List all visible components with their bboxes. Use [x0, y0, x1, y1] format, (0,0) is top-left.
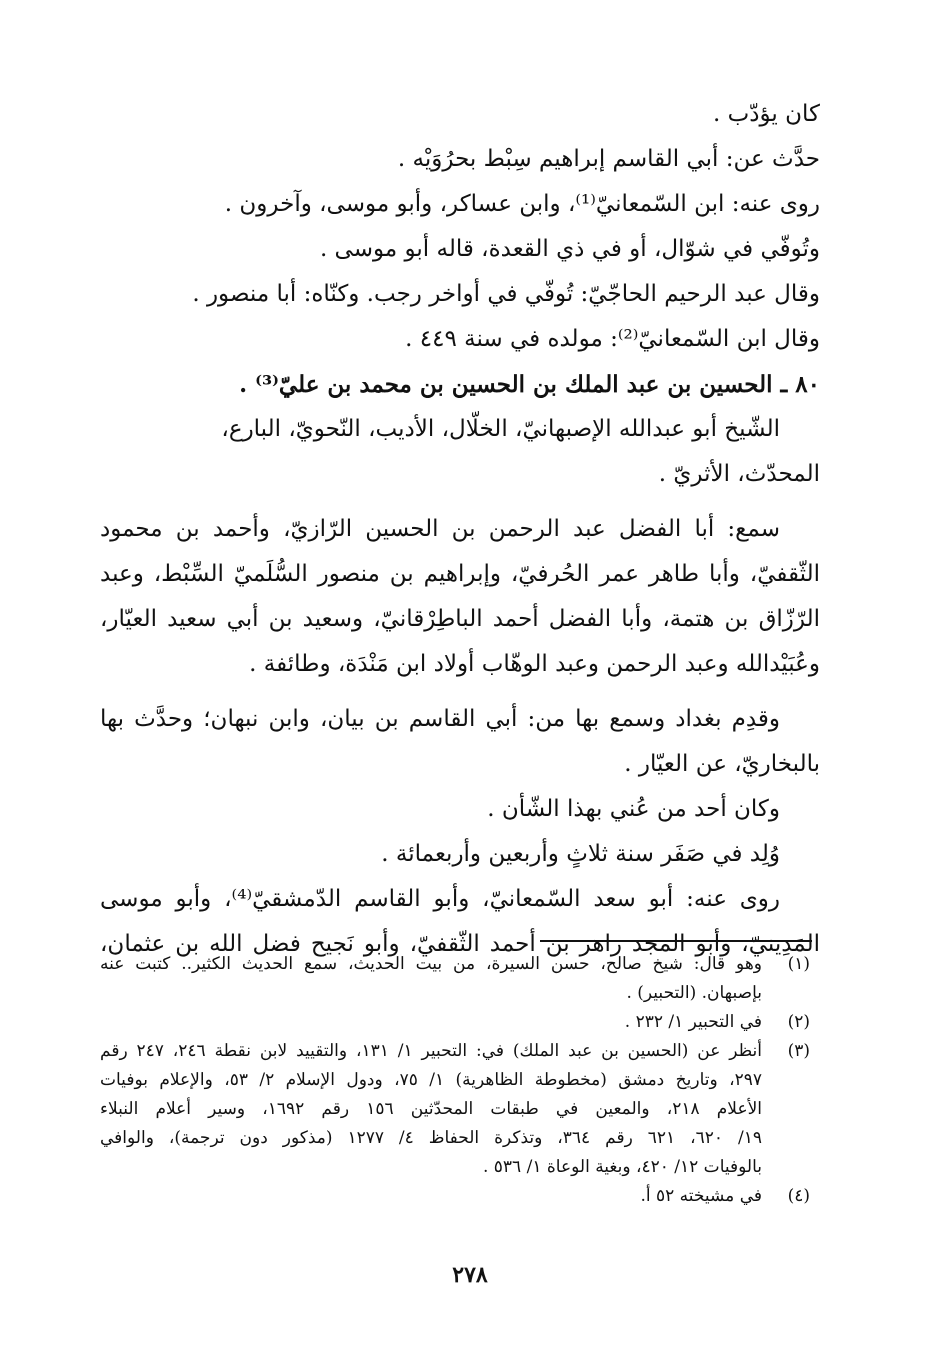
text-line: وُلِد في صَفَر سنة ثلاثٍ وأربعين وأربعمائة . [381, 841, 780, 867]
footnote-number: (٢) [787, 1012, 810, 1032]
paragraph-gap [100, 687, 820, 697]
entry-heading: ٨٠ ـ الحسين بن عبد الملك بن الحسين بن محمد بن عليّ⁽³⁾ . [239, 371, 820, 398]
text-line: المَدِينيّ، وأبو المجد زاهر بن أحمد الثّقفيّ، وأبو نَجيح فضل الله بن عثمان، [100, 931, 820, 957]
footnote-2 [100, 1008, 810, 1037]
text-line: بالبخاريّ، عن العيّار . [624, 751, 820, 777]
text-line: الشّيخ أبو عبدالله الإصبهانيّ، الخلّال، الأديب، النّحويّ، البارع، [221, 416, 780, 442]
footnote-body [100, 950, 762, 1008]
text-line: المحدّث، الأثريّ . [658, 461, 820, 487]
footnote-line: أنظر عن (الحسين بن عبد الملك) في: التحبير ١/ ١٣١، والتقييد لابن نقطة ٢٤٦، ٢٤٧ رقم [100, 1041, 763, 1061]
footnotes [100, 950, 810, 1211]
text-line: وقال عبد الرحيم الحاجّيّ: تُوفّي في أواخر رجب. وكنّاه: أبا منصور . [192, 281, 820, 307]
footnote-body [100, 1182, 762, 1211]
text-line: روى عنه: ابن السّمعانيّ⁽¹⁾، وابن عساكر، وأبو موسى، وآخرون . [224, 191, 820, 217]
text-line: وعُبَيْدالله وعبد الرحمن وعبد الوهّاب أولاد ابن مَنْدَة، وطائفة . [249, 651, 820, 677]
footnote-body [100, 1008, 762, 1037]
text-line: روى عنه: أبو سعد السّمعانيّ، وأبو القاسم الدّمشقيّ⁽⁴⁾، وأبو موسى [100, 886, 780, 912]
footnote-3 [100, 1037, 810, 1182]
footnote-number: (١) [787, 954, 810, 974]
footnote-number: (٣) [787, 1041, 810, 1061]
paragraph-gap [100, 497, 820, 507]
footnote-line: وهو قال: شيخ صالح، حسن السيرة، من بيت الحديث، سمع الحديث الكثير.. كتبت عنه [100, 954, 762, 974]
text-line: حدَّث عن: أبي القاسم إبراهيم سِبْط بحرُوَيْه . [397, 146, 820, 172]
text-line: الرّزّاق بن هتمة، وأبا الفضل أحمد الباطِرْقانيّ، وسعيد بن أبي سعيد العيّار، [100, 606, 820, 632]
footnote-line: بالوفيات ١٢/ ٤٢٠، وبغية الوعاة ١/ ٥٣٦ . [482, 1157, 762, 1177]
text-line: سمع: أبا الفضل عبد الرحمن بن الحسين الرّازيّ، وأحمد بن محمود [100, 516, 780, 542]
page-number: ٢٧٨ [452, 1262, 488, 1288]
text-line: وكان أحد من عُني بهذا الشّأن . [487, 796, 780, 822]
main-text [100, 92, 820, 967]
footnote-number: (٤) [787, 1186, 810, 1206]
footnote-line: بإصبهان. (التحبير) . [626, 983, 762, 1003]
text-line: وقدِم بغداد وسمع بها من: أبي القاسم بن بيان، وابن نبهان؛ وحدَّث بها [100, 706, 780, 732]
footnote-line: في مشيخته ٥٢ أ. [640, 1186, 762, 1206]
footnote-divider [540, 940, 812, 942]
footnote-line: ١٩/ ٦٢٠، ٦٢١ رقم ٣٦٤، وتذكرة الحفاظ ٤/ ١٢٧٧ (مذكور دون ترجمة)، والوافي [100, 1128, 762, 1148]
footnote-line: الأعلام ٢١٨، والمعين في طبقات المحدّثين ١٥٦ رقم ١٦٩٢، وسير أعلام النبلاء [100, 1099, 763, 1119]
text-line: وقال ابن السّمعانيّ⁽²⁾: مولده في سنة ٤٤٩ . [405, 326, 820, 352]
text-line: الثّقفيّ، وأبا طاهر عمر الحُرفيّ، وإبراهيم بن منصور السُّلَميّ السِّبْط، وعبد [100, 561, 820, 587]
text-line: كان يؤدّب . [713, 101, 820, 127]
footnote-line: ٢٩٧، وتاريخ دمشق (مخطوطة الظاهرية) ١/ ٧٥، ودول الإسلام ٢/ ٥٣، والإعلام بوفيات [100, 1070, 762, 1090]
footnote-1 [100, 950, 810, 1008]
footnote-4 [100, 1182, 810, 1211]
footnote-line: في التحبير ١/ ٢٣٢ . [624, 1012, 762, 1032]
text-line: وتُوفّي في شوّال، أو في ذي القعدة، قاله أبو موسى . [319, 236, 820, 262]
footnote-body [100, 1037, 762, 1182]
